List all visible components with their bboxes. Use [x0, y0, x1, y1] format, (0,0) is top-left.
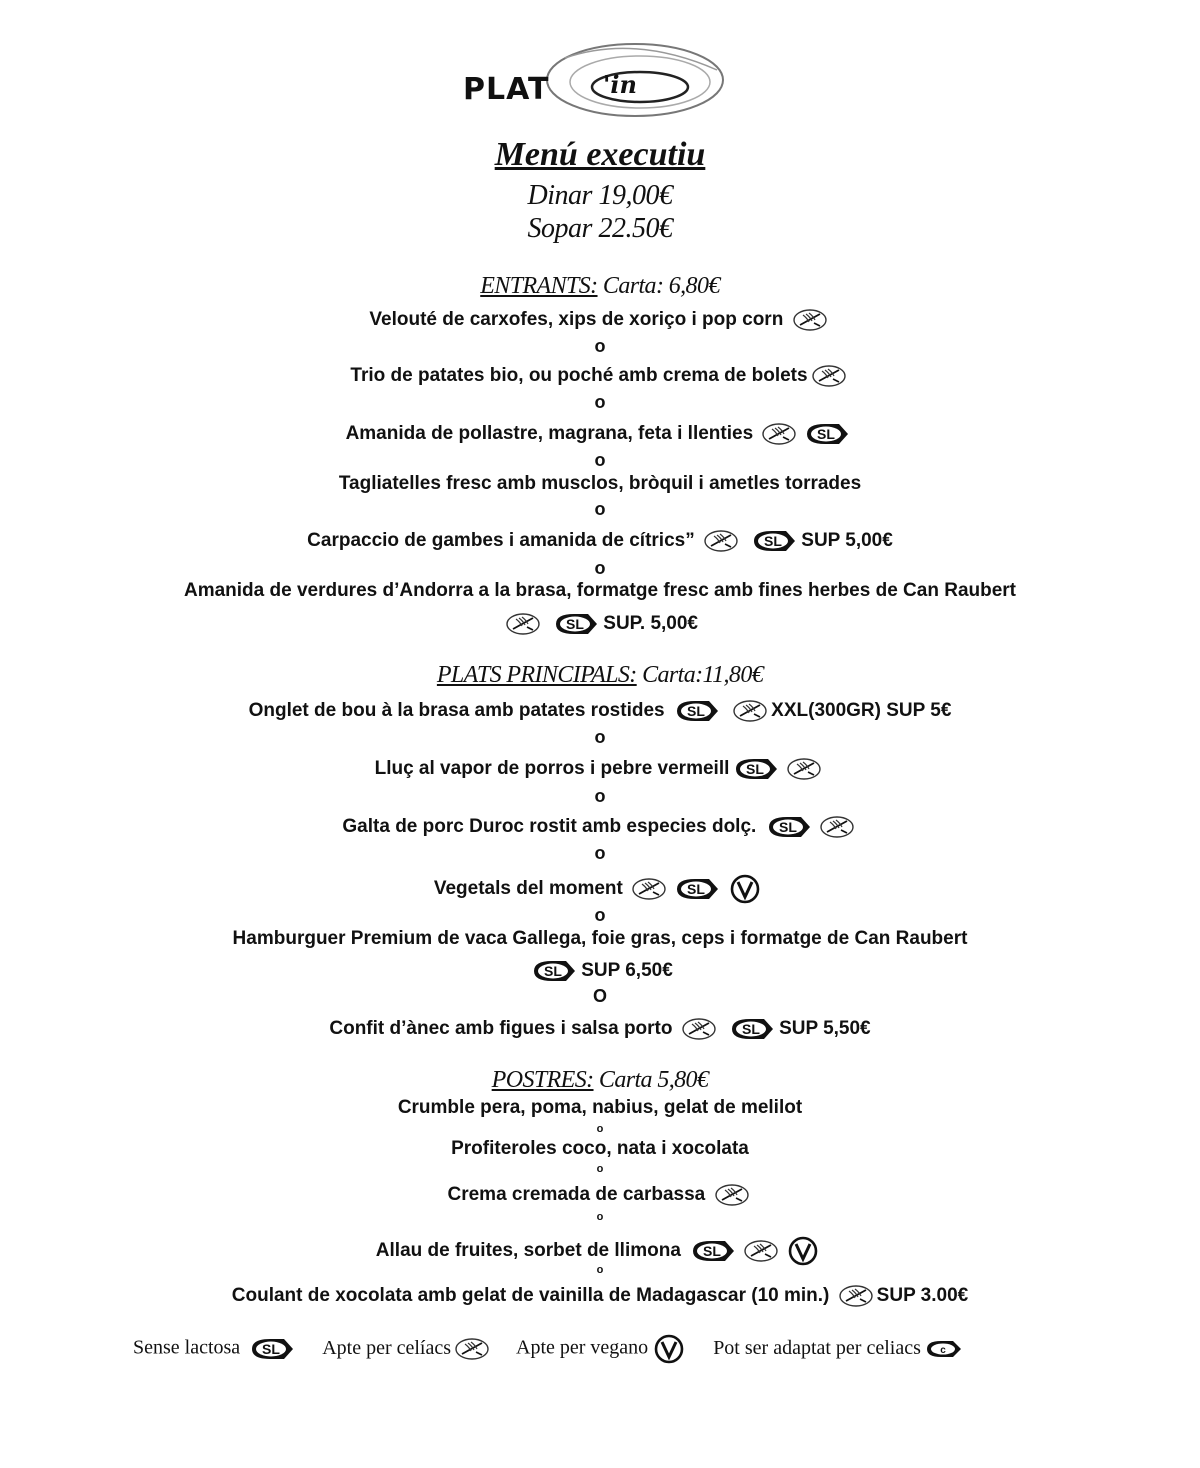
dish-name: Onglet de bou à la brasa amb patates rostides	[248, 700, 665, 722]
legend-celiac	[322, 1337, 493, 1361]
dish-name: Trio de patates bio, ou poché amb crema de bolets	[350, 365, 808, 387]
allergen-legend	[133, 1334, 1133, 1364]
separator: o	[594, 336, 606, 356]
logo-suffix: 'in	[603, 70, 637, 99]
lactose-free-icon	[673, 876, 721, 902]
dish-line	[0, 308, 1200, 332]
section-name: POSTRES:	[491, 1067, 594, 1093]
gluten-free-icon	[714, 1183, 750, 1207]
dish-name: Galta de porc Duroc rostit amb especies dolç.	[342, 816, 757, 838]
logo-wordmark: PLAT	[463, 72, 550, 107]
section-price: Carta:11,80€	[636, 662, 764, 688]
separator: o	[594, 392, 606, 412]
dish-line	[0, 421, 1200, 447]
dish-line	[0, 1183, 1200, 1207]
separator: o	[594, 558, 606, 578]
svg-text:SL: SL	[817, 426, 836, 442]
supplement-price: XXL(300GR) SUP 5€	[771, 700, 952, 722]
separator: o	[594, 499, 606, 519]
supplement-price: SUP. 5,00€	[603, 613, 698, 635]
gluten-free-icon	[811, 364, 847, 388]
gluten-free-icon	[681, 1017, 717, 1041]
section-name: ENTRANTS:	[480, 273, 598, 299]
gluten-free-icon	[505, 612, 541, 636]
supplement-price: SUP 6,50€	[581, 960, 673, 982]
dish-line	[0, 1236, 1200, 1266]
dish-name: Hamburguer Premium de vaca Gallega, foie gras, ceps i formatge de Can Raubert	[232, 928, 968, 949]
gluten-free-icon	[838, 1284, 874, 1308]
section-price: Carta: 6,80€	[597, 273, 720, 299]
dinner-price: Sopar 22.50€	[527, 213, 673, 244]
gluten-free-icon	[792, 308, 828, 332]
gluten-free-icon	[761, 422, 797, 446]
svg-text:SL: SL	[687, 881, 706, 897]
dish-line	[0, 874, 1200, 904]
svg-text:c: c	[940, 1345, 946, 1356]
dish-line	[0, 1284, 1200, 1308]
dish-name: Profiteroles coco, nata i xocolata	[451, 1138, 749, 1159]
dish-line	[0, 1016, 1200, 1042]
svg-text:SL: SL	[703, 1243, 722, 1259]
dish-line	[0, 698, 1200, 724]
gluten-free-icon	[786, 757, 822, 781]
legend-label: Apte per celíacs	[322, 1336, 452, 1359]
separator: o	[596, 1264, 604, 1276]
separator: o	[594, 727, 606, 747]
dish-name: Allau de fruites, sorbet de llimona	[375, 1240, 681, 1262]
vegan-icon	[727, 874, 763, 904]
svg-text:SL: SL	[764, 533, 783, 549]
dish-line	[0, 580, 1200, 602]
gluten-free-icon	[703, 529, 739, 553]
dish-line	[0, 528, 1200, 554]
separator: o	[594, 786, 606, 806]
supplement-price: SUP 3.00€	[876, 1285, 969, 1307]
lactose-free-icon	[765, 814, 813, 840]
svg-text:SL: SL	[778, 819, 797, 835]
dish-name: Carpaccio de gambes i amanida de cítrics”	[307, 530, 695, 552]
dish-name: Vegetals del moment	[433, 878, 623, 900]
dish-supplement-line	[0, 958, 1200, 984]
gluten-free-icon	[454, 1337, 490, 1361]
lactose-free-icon	[732, 756, 780, 782]
vegan-icon	[651, 1334, 687, 1364]
menu-title: Menú executiu	[494, 136, 706, 173]
dish-name: Tagliatelles fresc amb musclos, bròquil i ametles torrades	[338, 473, 862, 494]
section-price: Carta 5,80€	[593, 1067, 709, 1093]
dish-name: Amanida de pollastre, magrana, feta i llenties	[345, 423, 754, 445]
dish-line	[0, 928, 1200, 950]
separator: O	[592, 986, 607, 1006]
dish-name: Crumble pera, poma, nabius, gelat de melilot	[397, 1097, 803, 1118]
dish-line	[0, 473, 1200, 495]
celiac-adaptable-icon	[924, 1338, 964, 1360]
legend-lactose	[133, 1336, 299, 1362]
dish-name: Velouté de carxofes, xips de xoriço i pop corn	[369, 309, 784, 331]
lactose-free-icon	[728, 1016, 776, 1042]
platin-logo	[455, 40, 735, 125]
legend-adaptable	[713, 1337, 967, 1360]
dish-line	[0, 1097, 1200, 1119]
dish-line	[0, 756, 1200, 782]
vegan-icon	[785, 1236, 821, 1266]
lactose-free-icon	[750, 528, 798, 554]
dish-supplement-line	[0, 611, 1200, 637]
legend-vegan	[516, 1334, 690, 1364]
legend-label: Apte per vegano	[516, 1336, 649, 1359]
section-entrants-heading	[0, 273, 1200, 300]
gluten-free-icon	[819, 815, 855, 839]
section-postres-heading	[0, 1067, 1200, 1094]
separator: o	[596, 1211, 604, 1223]
supplement-price: SUP 5,50€	[779, 1018, 871, 1040]
lactose-free-icon	[552, 611, 600, 637]
separator: o	[596, 1123, 604, 1135]
legend-label: Pot ser adaptat per celiacs	[713, 1336, 921, 1359]
svg-text:SL: SL	[742, 1021, 761, 1037]
lactose-free-icon	[689, 1238, 737, 1264]
gluten-free-icon	[631, 877, 667, 901]
dish-name: Crema cremada de carbassa	[447, 1184, 706, 1206]
lactose-free-icon	[530, 958, 578, 984]
dish-name: Coulant de xocolata amb gelat de vainilla de Madagascar (10 min.)	[231, 1285, 830, 1307]
svg-text:SL: SL	[262, 1341, 281, 1357]
lactose-free-icon	[248, 1336, 296, 1362]
gluten-free-icon	[732, 699, 768, 723]
dish-name: Amanida de verdures d’Andorra a la brasa, formatge fresc amb fines herbes de Can Raubert	[183, 580, 1017, 601]
lactose-free-icon	[803, 421, 851, 447]
dish-name: Confit d’ànec amb figues i salsa porto	[329, 1018, 673, 1040]
svg-text:SL: SL	[566, 616, 585, 632]
svg-text:SL: SL	[746, 761, 765, 777]
supplement-price: SUP 5,00€	[801, 530, 893, 552]
dish-line	[0, 364, 1200, 388]
separator: o	[594, 450, 606, 470]
dish-name: Lluç al vapor de porros i pebre vermeill	[374, 758, 730, 780]
dish-line	[0, 814, 1200, 840]
lactose-free-icon	[673, 698, 721, 724]
section-principals-heading	[0, 662, 1200, 689]
svg-text:SL: SL	[686, 703, 705, 719]
separator: o	[594, 905, 606, 925]
lunch-price: Dinar 19,00€	[527, 180, 673, 211]
dish-line	[0, 1138, 1200, 1160]
svg-text:SL: SL	[544, 963, 563, 979]
gluten-free-icon	[743, 1239, 779, 1263]
separator: o	[596, 1163, 604, 1175]
section-name: PLATS PRINCIPALS:	[436, 662, 637, 688]
legend-label: Sense lactosa	[133, 1336, 241, 1359]
separator: o	[594, 843, 606, 863]
